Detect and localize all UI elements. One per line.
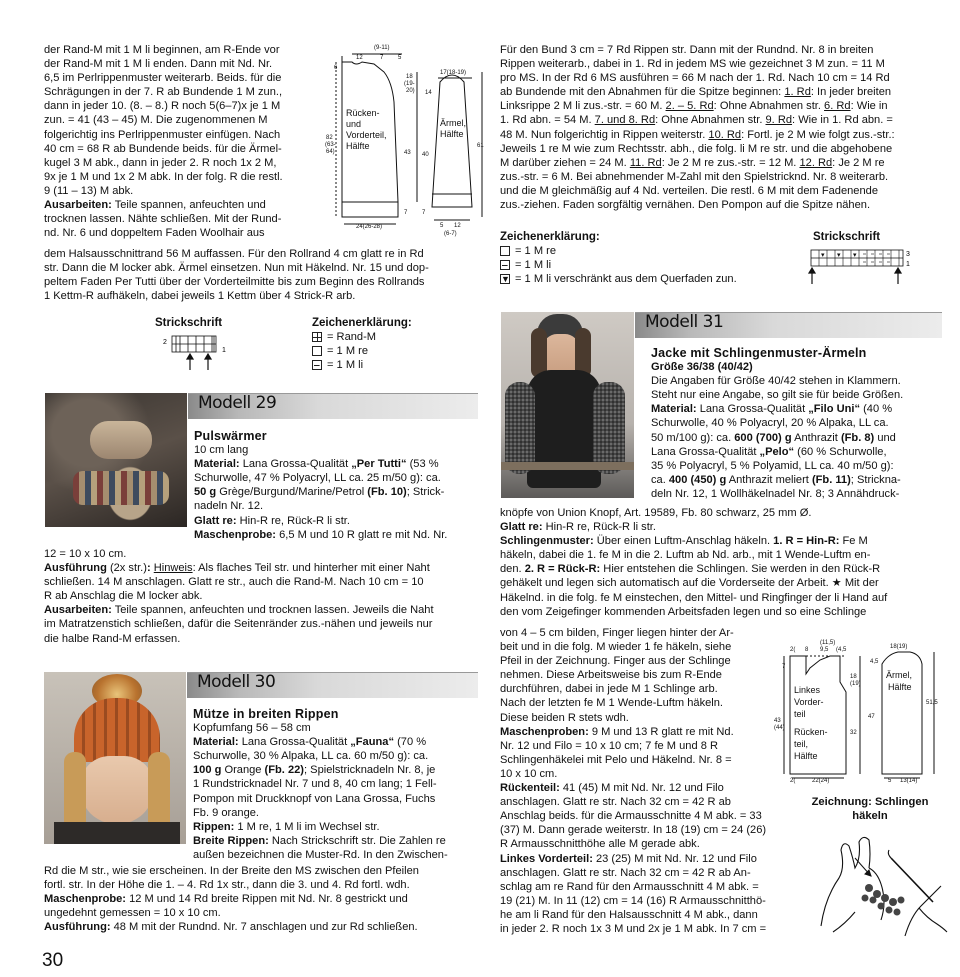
text-line: Die Angaben für Größe 40/42 stehen in Klammern. <box>651 375 901 388</box>
text-line: Ausführung: 48 M mit der Rundnd. Nr. 7 anschlagen und zur Rd schließen. <box>44 921 418 934</box>
text-line: 9x je 1 M und 1x 2 M abk. In der folg. R die restl. <box>44 170 283 183</box>
text-line: schließen. 14 M anschlagen. Glatt re str., auch die Rand-M. Nach 10 cm = 10 <box>44 576 424 589</box>
text-line: Rippen weiterarb., dabei in 1. Rd in jedem MS wie gezeichnet 3 M zun. = 11 M <box>500 58 885 71</box>
text-line: der Rand-M mit 1 M li beginnen, am R-Ende vor <box>44 44 280 56</box>
text-line: ca. 400 (450) g Anthrazit meliert (Fb. 11); Strickna- <box>651 473 901 486</box>
text-line: Rippen: 1 M re, 1 M li im Wechsel str. <box>193 820 380 833</box>
body-label: Hälfte <box>346 141 370 151</box>
modell30-banner: Modell 30 <box>187 672 478 698</box>
dim-label: 14 <box>425 90 432 96</box>
text-line: dann in jeder 10. (8. – 8.) R noch 5(6–7)x je 1 M <box>44 100 281 113</box>
text-line: Glatt re: Hin-R re, Rück-R li str. <box>500 521 656 534</box>
text-line: deln Nr. 12, 1 Wollhäkelnadel Nr. 8; 3 Annähdruck- <box>651 487 900 500</box>
sweater-schematic <box>322 42 492 248</box>
text-line: zun. = 41 (43 – 45) M. Die zugenommenen M <box>44 114 268 127</box>
text-line: durchführen, dabei in jede M 1 Schlinge arb. <box>500 683 718 696</box>
text-line: 10 cm lang <box>194 444 249 457</box>
dim-label: 17(18-19) <box>440 70 467 76</box>
svg-text:▾: ▾ <box>853 252 857 259</box>
text-line: 1 Kettm-R aufhäkeln, dabei jeweils 1 Kettm über 4 Strick-R arb. <box>44 290 356 303</box>
modell31-size: Größe 36/38 (40/42) <box>651 361 753 374</box>
text-line: den vom Zeigefinger kommenden Arbeitsfaden legen und so eine Schlinge <box>500 605 867 618</box>
text-line: 6,5 im Perlrippenmuster weiterarb. Beids. für die <box>44 72 282 85</box>
dim-label: 6 <box>334 65 338 71</box>
dim-label: 9,5 <box>820 647 829 653</box>
modell30-text <box>193 707 478 862</box>
knit-stitch-icon <box>312 346 322 356</box>
dim-label: 8 <box>805 647 809 653</box>
text-line: 50 g Grège/Burgund/Marine/Petrol (Fb. 10); Strick- <box>194 486 445 499</box>
back-label: Rücken- <box>794 727 828 737</box>
dim-label: (44) <box>774 725 785 731</box>
text-line: Kopfumfang 56 – 58 cm <box>193 722 311 735</box>
right-legend <box>500 230 737 286</box>
text-line: nadeln Nr. 12. <box>194 500 264 513</box>
sleeve-label: Ärmel, <box>886 670 913 680</box>
text-line: (37) M. Dann gerade weiterstr. In 18 (19) cm = 24 (26) <box>500 824 767 837</box>
body-label: Rücken- <box>346 108 380 118</box>
dim-label: 7 <box>404 210 408 216</box>
text-line: 1. Rd abn. = 54 M. 7. und 8. Rd: Ohne Abnahmen str. 9. Rd: Wie in 1. Rd abn. = <box>500 114 893 127</box>
text-line: häkeln, dabei die 1. fe M in die 2. Luftm ab Nd. arb., mit 1 Wende-Luftm en- <box>500 549 871 562</box>
text-line: Pompon mit Druckknopf von Lana Grossa, Fuchs <box>193 792 436 805</box>
page-number: 30 <box>42 950 64 971</box>
text-line: Jeweils 1 re M wie zum Rechtsstr. abh., die folg. li M re str. und die abgehobene <box>500 142 893 155</box>
text-line: Schurwolle, 47 % Polyacryl, LL ca. 25 m/50 g): ca. <box>194 472 441 485</box>
text-line: von 4 – 5 cm bilden, Finger liegen hinter der Ar- <box>500 627 734 639</box>
text-line: Material: Lana Grossa-Qualität „Filo Uni“ (40 % <box>651 403 893 416</box>
text-line: im Matratzenstich schließen, dafür die Seitenränder zus.-nähen und jeweils nur <box>44 618 433 631</box>
strickschrift-chart <box>160 332 230 372</box>
text-line: 9 (11 – 13) M abk. <box>44 184 134 197</box>
modell31-banner: Modell 31 <box>635 312 942 338</box>
dim-label: (11,5) <box>820 640 836 646</box>
text-line: Breite Rippen: Nach Strickschrift str. Die Zahlen re <box>193 834 446 847</box>
front-label: Linkes <box>794 685 821 695</box>
row-number: 3 <box>906 251 910 258</box>
text-line: Nr. 12 und Filo = 10 x 10 cm; 7 fe M und 8 R <box>500 739 718 752</box>
text-line: Linksrippe 2 M li zus.-str. = 60 M. 2. – 5. Rd: Ohne Abnahmen str. 6. Rd: Wie in <box>500 100 888 113</box>
dim-label: 7 <box>422 210 426 216</box>
text-line: Schlingenhäkelei mit Pelo und Häkelnd. Nr. 8 = <box>500 753 732 766</box>
crochet-hands-illustration <box>815 828 950 940</box>
body-label: und <box>346 119 362 129</box>
dim-label: (63- <box>325 142 336 148</box>
text-line: Anschlag beids. für die Armausschnitte 4 M abk. = 33 <box>500 810 762 823</box>
legend-item: = 1 M re <box>312 344 412 358</box>
text-line: Ausarbeiten: Teile spannen, anfeuchten und <box>44 199 266 212</box>
text-line: fortl. str. In der Höhe die 1. – 4. Rd 1x str., dann die 3. und 4. Rd fortl. wdh. <box>44 879 410 892</box>
text-line: 19 (21) M. In 11 (12) cm = 14 (16) R Armausschnitthö- <box>500 894 766 907</box>
back-label: Hälfte <box>794 751 818 761</box>
dim-label: 13(14) <box>900 778 918 784</box>
text-line: nd. Nr. 6 und doppeltem Faden Woolhair aus <box>44 227 265 240</box>
text-line: Schurwolle, 30 % Alpaka, LL ca. 60 m/50 g): ca. <box>193 750 429 763</box>
dim-label: 18 <box>850 674 857 680</box>
modell29-text-full <box>44 547 480 646</box>
text-line: kugel 3 M abk., dann in jeder 2. R noch 1x 2 M, <box>44 156 277 169</box>
text-line: he am li Rand für den Halsausschnitt 4 M abk., dann <box>500 908 758 921</box>
jacket-schematic <box>770 636 946 796</box>
text-line: Material: Lana Grossa-Qualität „Fauna“ (70 % <box>193 736 427 749</box>
text-line: Maschenproben: 9 M und 13 R glatt re mit Nd. <box>500 725 734 738</box>
dim-label: 5 <box>440 223 444 229</box>
text-line: Schlingenmuster: Über einen Luftm-Anschlag häkeln. 1. R = Hin-R: Fe M <box>500 535 868 548</box>
text-line: Material: Lana Grossa-Qualität „Per Tutti“ (53 % <box>194 458 439 471</box>
text-line: Maschenprobe: 12 M und 14 Rd breite Rippen mit Nd. Nr. 8 gestrickt und <box>44 893 408 906</box>
left-top-text <box>44 43 310 240</box>
text-line: knöpfe von Union Knopf, Art. 19589, Fb. 80 schwarz, 25 mm Ø. <box>500 507 812 519</box>
dim-label: (19) <box>850 681 861 687</box>
text-line: Steht nur eine Angabe, so gilt sie für beide Größen. <box>651 389 904 402</box>
text-line: 50 m/100 g): ca. 600 (700) g Anthrazit (Fb. 8) und <box>651 431 896 444</box>
strickschrift-title: Strickschrift <box>155 317 223 329</box>
text-line: ab Bundende mit den Abnahmen für die Spitze beginnen: 1. Rd: In jeder breiten <box>500 86 892 99</box>
row-number: 2 <box>163 339 167 346</box>
text-line: in jeder 2. R noch 1x 3 M und 2x je 1 M abk. In 7 cm = <box>500 922 767 935</box>
text-line: 48 M. Nun folgerichtig in Rippen weiterstr. 10. Rd: Fortl. je 2 M wie folgt zus.-str.: <box>500 128 895 141</box>
text-line: folgerichtig ins Perlrippenmuster einfügen. Nach <box>44 128 281 141</box>
text-line: und die M gleichmäßig auf 4 Nd. verteilen. Die restl. 6 M mit dem Fadenende <box>500 184 878 197</box>
dim-label: 12 <box>356 55 363 61</box>
dim-label: 43 <box>774 718 781 724</box>
dim-label: 4,5 <box>870 659 879 665</box>
modell31-text-full <box>500 506 940 619</box>
text-line: anschlagen. Glatt re str. Nach 32 cm = 42 R ab <box>500 796 731 809</box>
sleeve-label: Hälfte <box>888 682 912 692</box>
text-line: Für den Bund 3 cm = 7 Rd Rippen str. Dann mit der Rundnd. Nr. 8 in breiten <box>500 44 874 56</box>
increase-stitch-icon: ▼ <box>501 274 510 285</box>
text-line: zus.-ziehen. Faden sorgfältig vernähen. Den Pompon auf die Spitze nähen. <box>500 199 871 212</box>
text-line: 35 % Polyacryl, 5 % Polyamid, LL ca. 40 m/50 g): <box>651 459 894 472</box>
text-line: Ausführung (2x str.): Hinweis: Als flaches Teil str. und hinterher mit einer Naht <box>44 562 430 575</box>
purl-stitch-icon <box>500 260 510 270</box>
zeichen-title: Zeichenerklärung: <box>500 231 600 243</box>
text-line: der Rand-M mit 1 M li enden. Dann mit Nd. Nr. <box>44 58 273 71</box>
dim-label: 7 <box>380 55 384 61</box>
dim-label: 40 <box>422 152 429 158</box>
modell29-banner: Modell 29 <box>188 393 478 419</box>
dim-label: 7 <box>782 664 786 670</box>
dim-label: (19- <box>404 81 415 87</box>
text-line: anschlagen. Glatt re str. Nach 32 cm = 42 R ab An- <box>500 866 751 879</box>
text-line: peltem Faden Per Tutti über der Vorderteilmitte bis zum Beginn des Rollrands <box>44 276 425 289</box>
svg-text:▾: ▾ <box>837 252 841 259</box>
text-line: 10 x 10 cm. <box>500 767 558 780</box>
text-line: Fb. 9 orange. <box>193 806 259 819</box>
modell31-title: Jacke mit Schlingenmuster-Ärmeln <box>651 346 867 360</box>
text-line: nehmen. Diese Arbeitsweise bis zum R-Ende <box>500 669 722 682</box>
dim-label: 2( <box>790 647 796 653</box>
rand-m-icon <box>312 332 322 342</box>
purl-stitch-icon <box>312 360 322 370</box>
text-line: die halbe Rand-M erfassen. <box>44 632 181 645</box>
text-line: Glatt re: Hin-R re, Rück-R li str. <box>194 514 350 527</box>
drawing-caption: Zeichnung: Schlingen häkeln <box>811 796 929 822</box>
modell31-photo <box>501 312 634 498</box>
text-line: Schurwolle, 40 % Polyacryl, 20 % Alpaka, LL ca. <box>651 417 889 430</box>
text-line: Nach der letzten fe M 1 Wende-Luftm häkeln. <box>500 697 724 710</box>
dim-label: 64) <box>326 149 335 155</box>
body-label: Vorderteil, <box>346 130 387 140</box>
modell29-title: Pulswärmer <box>194 429 267 443</box>
zeichen-title: Zeichenerklärung: <box>312 317 412 329</box>
text-line: R ab Anschlag die M locker abk. <box>44 590 203 603</box>
legend-item: = 1 M li <box>312 358 412 372</box>
text-line: den. 2. R = Rück-R: Hier entstehen die Schlingen. Sie werden in den Rück-R <box>500 563 881 576</box>
text-line: Rd die M str., wie sie erscheinen. In der Breite den MS zwischen den Pfeilen <box>44 865 419 877</box>
front-label: Vorder- <box>794 697 824 707</box>
text-line: 1 Rundstricknadel Nr. 7 und 8, 40 cm lang; 1 Fell- <box>193 778 437 791</box>
text-line: Maschenprobe: 6,5 M und 10 R glatt re mit Nd. Nr. <box>194 528 448 541</box>
dim-label: (9-11) <box>374 45 390 51</box>
dim-label: 22(24) <box>812 778 830 784</box>
text-line: Schrägungen in der 7. R ab Bundende 1 M zun., <box>44 86 283 99</box>
dim-label: 18(19) <box>890 644 908 650</box>
dim-label: 47 <box>868 714 875 720</box>
sleeve-label: Ärmel, <box>440 118 467 128</box>
dim-label: 51,5 <box>926 700 938 706</box>
dim-label: 12 <box>454 223 461 229</box>
modell30-title: Mütze in breiten Rippen <box>193 707 339 721</box>
front-label: teil <box>794 709 806 719</box>
row-number: 1 <box>906 261 910 268</box>
dim-label: 18 <box>406 74 413 80</box>
dim-label: 61 <box>477 143 484 149</box>
text-line: trocknen lassen. Nähte schließen. Mit der Rund- <box>44 213 282 226</box>
modell31-text <box>651 346 941 501</box>
text-line: außen bezeichnen die Muster-Rd. In den Zwischen- <box>193 848 448 861</box>
dim-label: 32 <box>850 730 857 736</box>
dim-label: 43 <box>404 150 411 156</box>
legend-item: ▼ = 1 M li verschränkt aus dem Querfaden zun. <box>501 273 737 286</box>
dim-label: 82 <box>326 135 333 141</box>
text-line: str. Dann die M locker abk. Ärmel einsetzen. Nun mit Häkelnd. Nr. 15 und dop- <box>44 262 429 275</box>
legend-item: = 1 M li <box>500 258 737 272</box>
text-line: zus.-str. = 6 M. Bei abnehmender M-Zahl mit den Spielstricknd. Nr. 8 weiterarb. <box>500 170 889 183</box>
left-legend <box>312 316 412 372</box>
text-line: beit und in die folg. M wieder 1 fe häkeln, siehe <box>500 641 732 654</box>
text-line: M darüber ziehen = 24 M. 11. Rd: Je 2 M re zus.-str. = 12 M. 12. Rd: Je 2 M re <box>500 156 885 169</box>
modell30-text-full <box>44 864 480 934</box>
dim-label: (6-7) <box>444 231 457 237</box>
text-line: Ausarbeiten: Teile spannen, anfeuchten und trocknen lassen. Jeweils die Naht <box>44 604 434 617</box>
text-line: ungedehnt gemessen = 10 x 10 cm. <box>44 907 221 920</box>
text-line: 40 cm = 68 R ab Bundende beids. für die Ärmel- <box>44 142 282 155</box>
legend-item: = Rand-M <box>312 330 412 344</box>
text-line: schlag am re Rand für den Armausschnitt 4 M abk. = <box>500 880 759 893</box>
text-line: Linkes Vorderteil: 23 (25) M mit Nd. Nr. 12 und Filo <box>500 852 757 865</box>
back-label: teil, <box>794 739 809 749</box>
dim-label: 5 <box>398 55 402 61</box>
text-line: Diese beiden R stets wdh. <box>500 711 629 724</box>
text-line: pro MS. In der Rd 6 MS ausführen = 66 M nach der 1. Rd. Nach 10 cm = 14 Rd <box>500 72 890 85</box>
right-top-text <box>500 43 940 212</box>
ausarbeiten-label: Ausarbeiten: <box>44 199 112 212</box>
text-line: Lana Grossa-Qualität „Pelo“ (60 % Schurwolle, <box>651 445 887 458</box>
text-line: gehäkelt und legen sich automatisch auf die Vorderseite der Arbeit. ★ Mit der <box>500 577 879 590</box>
modell29-text <box>194 429 478 542</box>
left-top-text-full <box>44 247 484 303</box>
row-number: 1 <box>222 347 226 354</box>
text-line: Pfeil in der Zeichnung. Finger aus der Schlinge <box>500 655 731 668</box>
text-line: dem Halsausschnittrand 56 M auffassen. Für den Rollrand 4 cm glatt re in Rd <box>44 248 424 260</box>
dim-label: 20) <box>406 88 415 94</box>
sleeve-label: Hälfte <box>440 129 464 139</box>
modell31-text-narrow <box>500 626 797 936</box>
legend-item: = 1 M re <box>500 244 737 258</box>
text-line: 100 g Orange (Fb. 22); Spielstricknadeln Nr. 8, je <box>193 764 436 777</box>
text-line: 12 = 10 x 10 cm. <box>44 548 127 560</box>
text-line: Häkelnd. in die folg. fe M einstechen, den Mittel- und Ringfinger der li Hand auf <box>500 591 888 604</box>
dim-label: (4,5 <box>836 647 847 653</box>
svg-text:▾: ▾ <box>821 252 825 259</box>
text-line: R Armausschnitthöhe alle M gerade abk. <box>500 838 700 851</box>
dim-label: 24(26-28) <box>356 224 383 230</box>
dim-label: 5 <box>888 778 892 784</box>
strickschrift-title-right: Strickschrift <box>813 231 881 243</box>
modell29-photo <box>45 393 187 527</box>
dim-label: 2( <box>790 778 796 784</box>
knit-stitch-icon <box>500 246 510 256</box>
text-line: Rückenteil: 41 (45) M mit Nd. Nr. 12 und Filo <box>500 782 724 795</box>
strickschrift-chart-right <box>805 246 915 286</box>
modell30-photo <box>44 672 186 844</box>
